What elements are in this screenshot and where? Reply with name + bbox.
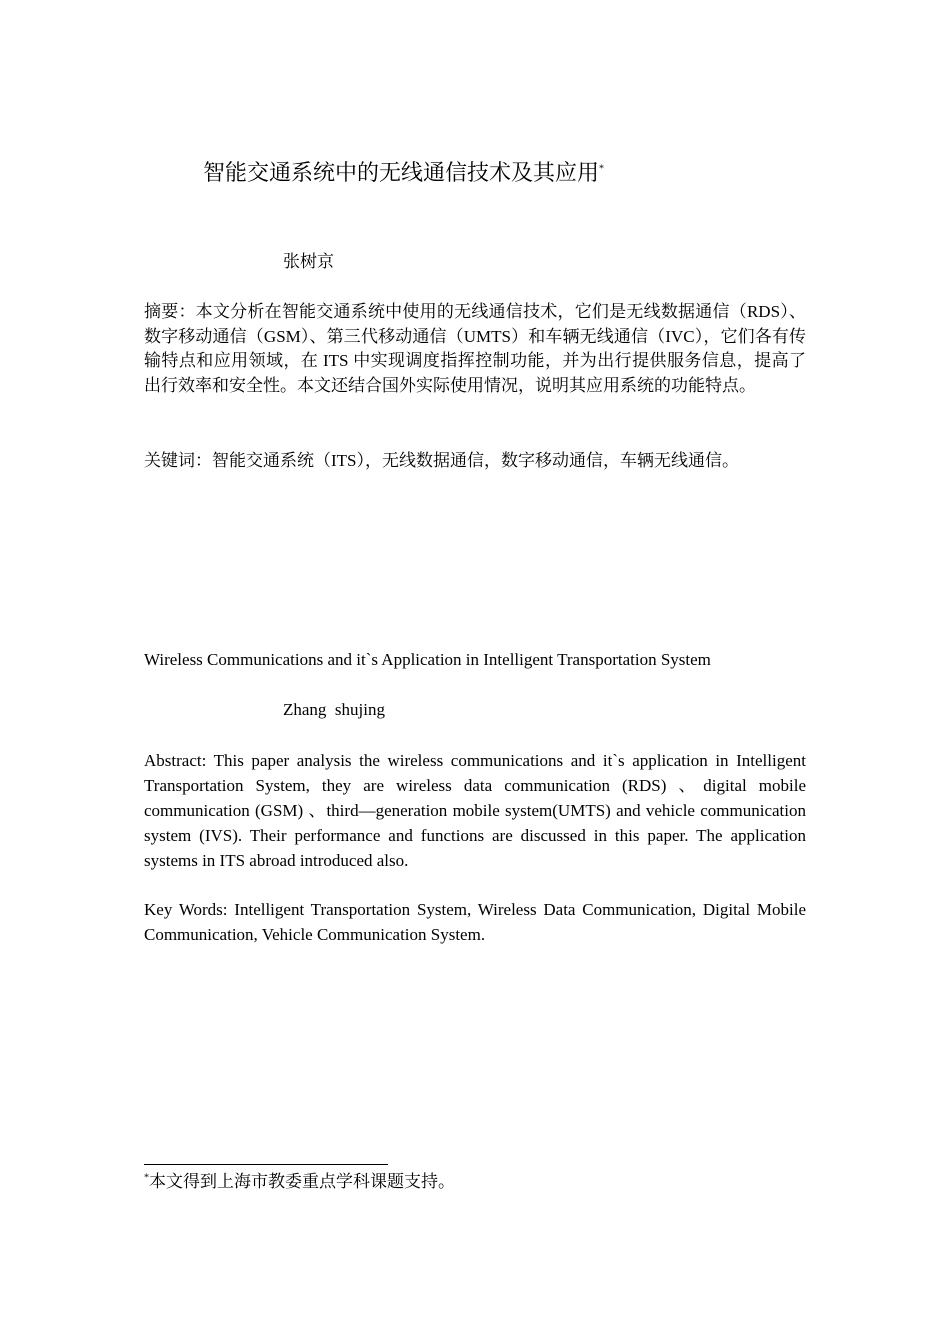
english-author: Zhang shujing	[283, 700, 385, 719]
footnote	[144, 1170, 455, 1194]
chinese-author: 张树京	[283, 252, 334, 271]
title-footnote-marker: *	[599, 163, 605, 175]
footnote-divider	[144, 1164, 388, 1165]
english-title: Wireless Communications and it`s Application in Intelligent Transportation System	[144, 650, 711, 669]
chinese-title-text: 智能交通系统中的无线通信技术及其应用	[203, 160, 600, 185]
chinese-keywords: 关键词：智能交通系统（ITS），无线数据通信，数字移动通信，车辆无线通信。	[144, 451, 739, 470]
chinese-title	[203, 157, 604, 189]
english-keywords: Key Words: Intelligent Transportation System, Wireless Data Communication, Digital Mobile Communication, Vehicle Communication System.	[144, 900, 806, 944]
chinese-abstract: 摘要：本文分析在智能交通系统中使用的无线通信技术，它们是无线数据通信（RDS）、数字移动通信（GSM）、第三代移动通信（UMTS）和车辆无线通信（IVC），它们各有传输特点和应用领域，在 ITS 中实现调度指挥控制功能，并为出行提供服务信息，提高了出行效率和安全性。本文还结合国外实际使用情况，说明其应用系统的功能特点。	[144, 302, 806, 395]
footnote-marker: *	[144, 1172, 149, 1184]
english-abstract: Abstract: This paper analysis the wireless communications and it`s application in Intelligent Transportation System, they are wireless data communication (RDS) 、digital mobile communication (GSM) 、third—generation mobile system(UMTS) and vehicle communication system (IVS). Their performance and functions are discussed in this paper. The application systems in ITS abroad introduced also.	[144, 751, 806, 870]
footnote-text: 本文得到上海市教委重点学科课题支持。	[149, 1172, 455, 1191]
